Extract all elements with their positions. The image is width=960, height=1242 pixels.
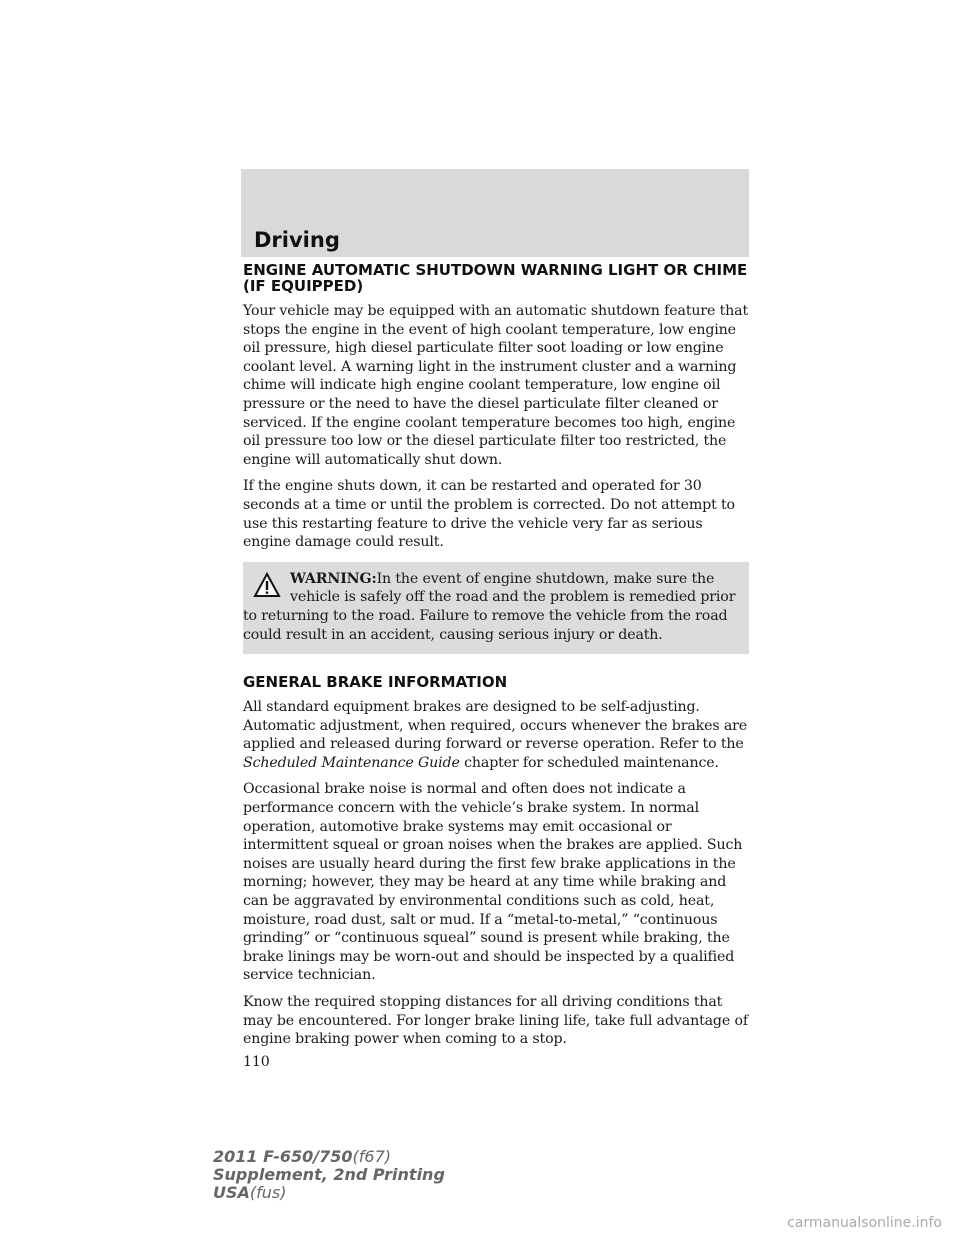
warning-box <box>243 562 749 654</box>
brakes-paragraph-2: Occasional brake noise is normal and often does not indicate a performance concern with the vehicle’s brake system. In normal operation, automotive brake systems may emit occasional or intermittent squeal or groan noises when the brakes are applied. Such noises are usually heard during the first few brake applications in the morning; however, they may be heard at any time while braking and can be aggravated by environmental conditions such as cold, heat, moisture, road dust, salt or mud. If a “metal-to-metal,” “continuous grinding” or “continuous squeal” sound is present while braking, the brake linings may be worn-out and should be inspected by a qualified service technician. <box>243 781 743 984</box>
footer-line2: Supplement, 2nd Printing <box>213 1165 445 1184</box>
shutdown-paragraph-2: If the engine shuts down, it can be restarted and operated for 30 seconds at a time or until the problem is corrected. Do not attempt to use this restarting feature to drive the vehicle very far as serious engine damage could result. <box>243 478 735 551</box>
warning-label: WARNING: <box>290 570 377 587</box>
watermark-text: carmanualsonline.info <box>787 1215 942 1231</box>
maintenance-guide-reference: Scheduled Maintenance Guide <box>243 754 460 771</box>
shutdown-heading <box>243 262 753 294</box>
brakes-paragraph-1 <box>243 698 753 772</box>
shutdown-heading-line1: ENGINE AUTOMATIC SHUTDOWN WARNING LIGHT OR CHIME <box>243 261 748 279</box>
footer-model: 2011 F-650/750 <box>213 1147 353 1166</box>
footer-market-code: (fus) <box>249 1183 287 1202</box>
section-title: Driving <box>254 228 340 252</box>
brakes-p1-before: All standard equipment brakes are designed to be self-adjusting. Automatic adjustment, when required, occurs whenever the brakes are applied and released during forward or reverse operation. Refer to the <box>243 699 748 753</box>
brakes-p1-after: chapter for scheduled maintenance. <box>464 754 719 771</box>
footer-model-code: (f67) <box>352 1147 391 1166</box>
brakes-paragraph-3: Know the required stopping distances for all driving conditions that may be encountered. For longer brake lining life, take full advantage of engine braking power when coming to a stop. <box>243 994 748 1048</box>
page-number: 110 <box>243 1053 270 1070</box>
footer-line3 <box>213 1184 445 1202</box>
warning-line2: vehicle is safely off the road and the problem is remedied prior <box>290 589 736 606</box>
print-footer <box>213 1148 445 1202</box>
warning-triangle-icon <box>253 572 281 598</box>
footer-market: USA <box>213 1183 250 1202</box>
shutdown-paragraph-1: Your vehicle may be equipped with an automatic shutdown feature that stops the engine in the event of high coolant temperature, low engine oil pressure, high diesel particulate filter soot loading or low engine coolant level. A warning light in the instrument cluster and a warning chime will indicate high engine coolant temperature, low engine oil pressure or the need to have the diesel particulate filter cleaned or serviced. If the engine coolant temperature becomes too high, engine oil pressure too low or the diesel particulate filter too restricted, the engine will automatically shut down. <box>243 303 748 468</box>
brakes-heading: GENERAL BRAKE INFORMATION <box>243 673 508 692</box>
page-content <box>243 262 753 1079</box>
warning-rest: to returning to the road. Failure to remove the vehicle from the road could result in an accident, causing serious injury or death. <box>243 607 728 643</box>
warning-line1: In the event of engine shutdown, make sure the <box>376 570 715 587</box>
shutdown-heading-line2: (IF EQUIPPED) <box>243 277 364 295</box>
warning-first-lines <box>243 570 741 607</box>
footer-line1 <box>213 1148 445 1166</box>
